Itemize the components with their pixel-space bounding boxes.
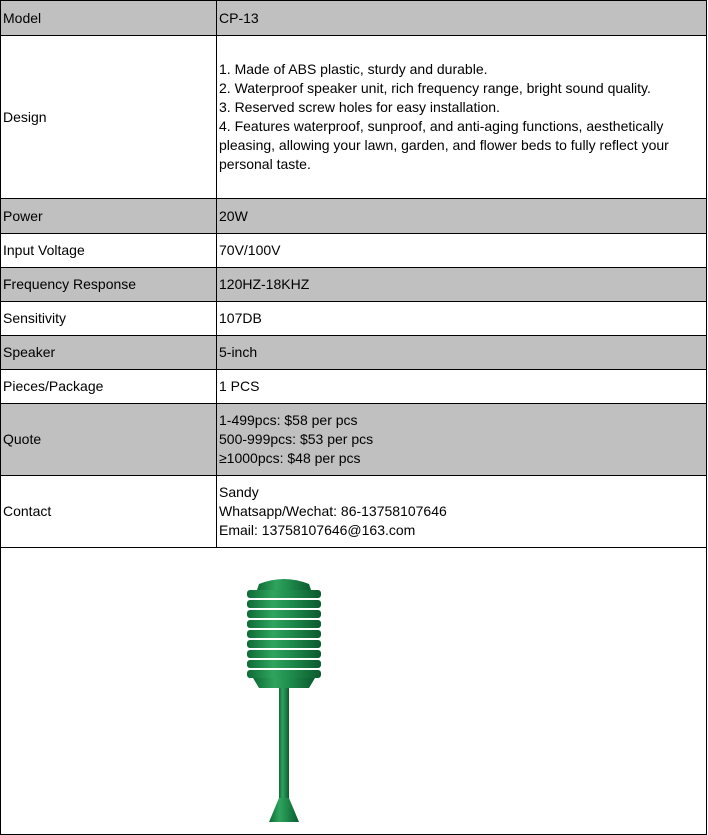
value-model: CP-13 [217, 1, 707, 36]
design-line-4: 4. Features waterproof, sunproof, and anti-aging functions, aesthetically pleasing, allowing your lawn, garden, and flower beds to fully reflect your personal taste. [219, 118, 673, 172]
value-power: 20W [217, 199, 707, 234]
row-sensitivity [1, 302, 707, 336]
label-quote: Quote [1, 404, 217, 476]
label-input-voltage: Input Voltage [1, 234, 217, 268]
design-line-1: 1. Made of ABS plastic, sturdy and durable. [219, 61, 488, 77]
label-contact: Contact [1, 476, 217, 548]
contact-whatsapp: Whatsapp/Wechat: 86-13758107646 [219, 503, 447, 519]
garden-speaker-image [239, 576, 329, 826]
value-design [217, 36, 707, 199]
label-speaker: Speaker [1, 336, 217, 370]
value-pieces-package: 1 PCS [217, 370, 707, 404]
quote-tier-1: 1-499pcs: $58 per pcs [219, 412, 358, 428]
quote-tier-2: 500-999pcs: $53 per pcs [219, 431, 374, 447]
contact-email: Email: 13758107646@163.com [219, 522, 416, 538]
label-sensitivity: Sensitivity [1, 302, 217, 336]
value-input-voltage: 70V/100V [217, 234, 707, 268]
row-design [1, 36, 707, 199]
value-sensitivity: 107DB [217, 302, 707, 336]
value-quote [217, 404, 707, 476]
design-line-3: 3. Reserved screw holes for easy installation. [219, 99, 500, 115]
value-speaker: 5-inch [217, 336, 707, 370]
quote-tier-3: ≥1000pcs: $48 per pcs [219, 450, 361, 466]
row-contact [1, 476, 707, 548]
row-frequency-response [1, 268, 707, 302]
value-frequency-response: 120HZ-18KHZ [217, 268, 707, 302]
label-design: Design [1, 36, 217, 199]
row-input-voltage [1, 234, 707, 268]
row-product-image [1, 548, 707, 835]
value-contact [217, 476, 707, 548]
row-power [1, 199, 707, 234]
label-pieces-package: Pieces/Package [1, 370, 217, 404]
row-quote [1, 404, 707, 476]
label-power: Power [1, 199, 217, 234]
product-image-cell [1, 548, 707, 835]
label-model: Model [1, 1, 217, 36]
row-speaker [1, 336, 707, 370]
row-pieces-package [1, 370, 707, 404]
contact-name: Sandy [219, 484, 259, 500]
row-model [1, 1, 707, 36]
label-frequency-response: Frequency Response [1, 268, 217, 302]
design-line-2: 2. Waterproof speaker unit, rich frequency range, bright sound quality. [219, 80, 651, 96]
